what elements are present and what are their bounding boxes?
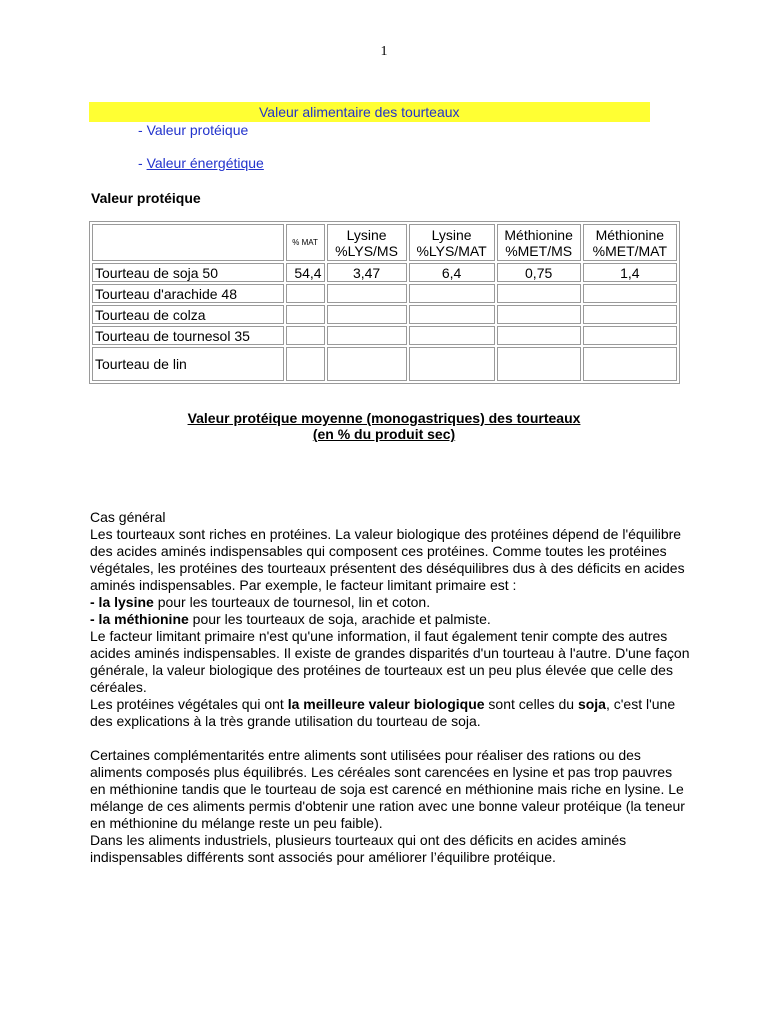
paragraph: Les tourteaux sont riches en protéines. La valeur biologique des protéines dépend de l'équilibre des acides aminés indispensables qui composent ces protéines. Comme toutes les protéines végétales, les protéines des tourteaux présentent des déséquilibres dus à des déficits en acides aminés indispensables. Par exemple, le facteur limitant primaire est :	[90, 526, 685, 593]
table-cell	[327, 347, 407, 381]
paragraph: Certaines complémentarités entre aliments sont utilisées pour réaliser des rations ou des aliments composés plus équilibrés. Les céréales sont carencées en lysine et pas trop pauvres en méthionine tandis que le tourteau de soja est carencé en méthionine mais riche en lysine. Le mélange de ces aliments permis d'obtenir une ration avec une bonne valeur protéique (la teneur en méthionine du mélange reste un peu faible).	[90, 747, 685, 831]
protein-table	[89, 221, 680, 384]
table-cell	[286, 347, 325, 381]
table-caption	[0, 410, 768, 442]
body-text	[90, 509, 690, 866]
list-item: - la méthionine pour les tourteaux de soja, arachide et palmiste.	[90, 611, 491, 627]
caption-line: Valeur protéique moyenne (monogastriques) des tourteaux	[187, 410, 581, 426]
table-cell	[286, 305, 325, 324]
table-cell	[497, 284, 581, 303]
table-cell: 0,75	[497, 263, 581, 282]
table-row	[92, 305, 677, 324]
table-cell	[327, 284, 407, 303]
table-header-row	[92, 224, 677, 261]
row-label: Tourteau d'arachide 48	[92, 284, 284, 303]
table-cell	[409, 326, 495, 345]
table-cell: 6,4	[409, 263, 495, 282]
caption-line: (en % du produit sec)	[312, 426, 456, 442]
title-banner	[89, 102, 650, 122]
page-number: 1	[380, 44, 388, 59]
nav-link-valeur-energetique[interactable]: - Valeur énergétique	[138, 155, 264, 171]
table-cell	[409, 347, 495, 381]
paragraph: Dans les aliments industriels, plusieurs tourteaux qui ont des déficits en acides aminés indispensables différents sont associés pour améliorer l’équilibre protéique.	[90, 832, 627, 865]
table-header-cell	[92, 224, 284, 261]
table-cell	[583, 284, 677, 303]
table-cell	[497, 305, 581, 324]
list-item: - la lysine pour les tourteaux de tournesol, lin et coton.	[90, 594, 431, 610]
table-cell	[286, 326, 325, 345]
row-label: Tourteau de lin	[92, 347, 284, 381]
table-cell	[327, 326, 407, 345]
table-cell	[583, 305, 677, 324]
table-cell	[409, 305, 495, 324]
table-cell	[583, 347, 677, 381]
table-cell	[497, 347, 581, 381]
table-header-cell: Méthionine %MET/MS	[497, 224, 581, 261]
row-label: Tourteau de colza	[92, 305, 284, 324]
table-cell: 1,4	[583, 263, 677, 282]
nav-link-label[interactable]: Valeur protéique	[146, 122, 249, 138]
table-cell	[327, 305, 407, 324]
section-heading: Valeur protéique	[91, 190, 201, 206]
row-label: Tourteau de tournesol 35	[92, 326, 284, 345]
subheading: Cas général	[90, 509, 166, 525]
table-cell	[409, 284, 495, 303]
table-cell	[497, 326, 581, 345]
table-header-cell: Lysine %LYS/MS	[327, 224, 407, 261]
spacer	[90, 730, 690, 747]
table-row	[92, 284, 677, 303]
table-header-cell: Méthionine %MET/MAT	[583, 224, 677, 261]
page-title: Valeur alimentaire des tourteaux	[259, 104, 460, 120]
paragraph: Les protéines végétales qui ont la meilleure valeur biologique sont celles du soja, c'est l'une des explications à la très grande utilisation du tourteau de soja.	[90, 696, 676, 729]
nav-link-valeur-proteique[interactable]: - Valeur protéique	[138, 122, 249, 138]
paragraph: Le facteur limitant primaire n'est qu'une information, il faut également tenir compte des autres acides aminés indispensables. Il existe de grandes disparités d'un tourteau à l'autre. D'une façon générale, la valeur biologique des protéines de tourteaux est un peu plus élevée que celle des céréales.	[90, 628, 690, 695]
nav-link-label[interactable]: Valeur énergétique	[146, 155, 264, 171]
table-cell	[286, 284, 325, 303]
table-cell: 54,4	[286, 263, 325, 282]
table-row	[92, 326, 677, 345]
table-header-cell: % MAT	[286, 224, 325, 261]
row-label: Tourteau de soja 50	[92, 263, 284, 282]
table-header-cell: Lysine %LYS/MAT	[409, 224, 495, 261]
table-cell: 3,47	[327, 263, 407, 282]
table-cell	[583, 326, 677, 345]
table-row	[92, 347, 677, 381]
table-row	[92, 263, 677, 282]
